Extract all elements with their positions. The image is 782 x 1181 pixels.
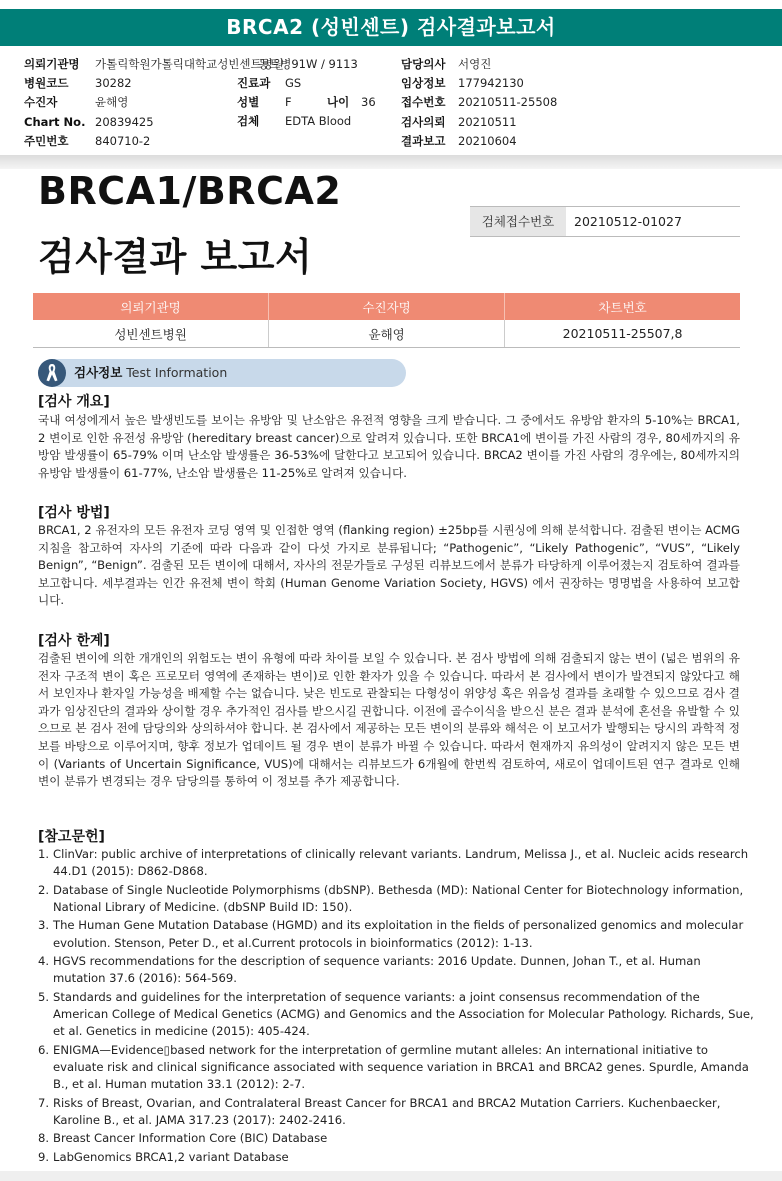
overview-heading: [검사 개요] — [38, 394, 110, 410]
method-text: BRCA1, 2 유전자의 모든 유전자 코딩 영역 및 인접한 영역 (flanking region) ±25bp를 시퀀싱에 의해 분석합니다. 검출된 변이는 ACMG 지침을 참고하여 자사의 기준에 따라 다음과 같이 다섯 가지로 분류됩니다; “Pathogenic”, “Likely Pathogenic”, “VUS”, “Likely Benign”, “Benign”. 검출된 모든 변이에 대해서, 자사의 전문가들로 구성된 리뷰보드에서 분류가 타당하게 이루어졌는지 검토하여 결과를 보고합니다. 세부결과는 인간 유전체 변이 학회 (Human Genome Variation Society, HGVS) 에서 권장하는 명명법을 사용하여 보고합니다. — [38, 523, 740, 608]
pill-label — [74, 359, 227, 387]
age-label: 나이 — [327, 95, 350, 109]
overview-text: 국내 여성에게서 높은 발생빈도를 보이는 유방암 및 난소암은 유전적 영향을 크게 받습니다. 그 중에서도 유방암 환자의 5-10%는 BRCA1, 2 변이로 인한 유전성 유방암 (hereditary breast cancer)으로 알려져 있습니다. 또한 BRCA1에 변이를 가진 사람의 경우, 80세까지의 유방암 발생률이 65-79% 이며 난소암 발생률은 36-53%에 달한다고 보고되어 있습니다. BRCA2 변이를 가진 사람의 경우에는, 80세까지의 유방암 발생률이 61-77%, 난소암 발생률은 11-25%로 알려져 있습니다. — [38, 413, 740, 480]
test-information-pill — [38, 359, 406, 387]
table-header-cell: 의뢰기관명 — [33, 293, 269, 320]
page-footer-strip — [0, 1171, 782, 1181]
reference-number: 4. — [38, 954, 50, 969]
patient-metadata — [0, 53, 782, 155]
hospital-code-value: 30282 — [95, 76, 132, 90]
reference-text: Breast Cancer Information Core (BIC) Database — [53, 1131, 328, 1146]
specimen-receipt-box — [470, 206, 740, 237]
age-value: 36 — [361, 95, 376, 109]
specimen-label: 검체 — [237, 114, 260, 128]
list-item — [38, 953, 754, 987]
reference-text: ENIGMA—Evidence▯based network for the interpretation of germline mutant alleles: An international initiative to evaluate risk and clinical significance associated with sequence variation in BRCA1 and BRCA2 genes. Spurdle, Amanda B., et al. Human mutation 33.1 (2012): 2-7. — [53, 1042, 749, 1092]
patient-label: 수진자 — [24, 95, 58, 109]
receipt-label: 검체접수번호 — [470, 207, 566, 236]
doctor-value: 서영진 — [458, 57, 492, 71]
limits-text: 검출된 변이에 의한 개개인의 위험도는 변이 유형에 따라 차이를 보일 수 있습니다. 본 검사 방법에 의해 검출되지 않는 변이 (넓은 범위의 유전자 구조적 변이 혹은 프로모터 영역에 존재하는 변이)로 인한 환자가 있을 수 있습니다. 따라서 본 검사에서 변이가 발견되지 않았다고 해서 보인자나 환자일 가능성을 배제할 수는 없습니다. 낮은 빈도로 관찰되는 다형성이 위양성 혹은 위음성 결과를 초래할 수 있으므로 검사 결과가 임상진단의 결과와 상이할 경우 추가적인 검사를 받으시길 권합니다. 이전에 골수이식을 받으신 분은 결과 분석에 혼선을 유발할 수 있으므로 본 검사 전에 담당의와 상의하셔야 합니다. 본 검사에서 제공하는 모든 변이의 분류와 해석은 이 보고서가 발행되는 당시의 과학적 정보를 바탕으로 이루어지며, 향후 정보가 업데이트 될 경우 변이 분류가 바뀔 수 있습니다. 따라서 현재까지 유의성이 알려지지 않은 모든 변이 (Variants of Uncertain Significance, VUS)에 대해서는 리뷰보드가 6개월에 한번씩 검토하여, 새로이 업데이트된 연구 결과로 인해 변이 분류가 변경되는 경우 담당의를 통하여 이 정보를 추가 제공합니다. — [38, 651, 740, 789]
references-heading: [참고문헌] — [38, 829, 105, 845]
specimen-value: EDTA Blood — [285, 114, 352, 128]
reference-text: ClinVar: public archive of interpretations of clinically relevant variants. Landrum, Melissa J., et al. Nucleic acids research 44.D1 (2015): D862-D868. — [53, 847, 749, 879]
report-title-korean: 검사결과 보고서 — [38, 235, 313, 279]
awareness-ribbon-icon — [38, 359, 66, 387]
institution-label: 의뢰기관명 — [24, 57, 80, 71]
list-item — [38, 882, 754, 916]
list-item — [38, 1149, 754, 1166]
department-value: GS — [285, 76, 302, 90]
institution-value: 가톨릭학원가톨릭대학교성빈센트병원 — [95, 57, 284, 71]
list-item — [38, 846, 754, 880]
reference-number: 5. — [38, 989, 50, 1004]
hospital-code-label: 병원코드 — [24, 76, 69, 90]
list-item — [38, 1042, 754, 1094]
ward-value: 동트병91W / 9113 — [258, 57, 358, 71]
request-date-label: 검사의뢰 — [401, 115, 446, 129]
header-divider — [0, 155, 782, 169]
table-cell: 20210511-25507,8 — [505, 320, 740, 348]
clinical-info-value: 177942130 — [458, 76, 524, 90]
chart-no-value: 20839425 — [95, 115, 154, 129]
report-title-genes: BRCA1/BRCA2 — [38, 169, 342, 213]
reference-text: LabGenomics BRCA1,2 variant Database — [53, 1149, 289, 1164]
list-item — [38, 1095, 754, 1129]
reference-text: The Human Gene Mutation Database (HGMD) and its exploitation in the fields of personalized genomics and molecular evolution. Stenson, Peter D., et al.Current protocols in bioinformatics (2012): 1-13. — [53, 918, 744, 950]
summary-table — [33, 293, 740, 348]
accession-value: 20210511-25508 — [458, 95, 558, 109]
list-item — [38, 989, 754, 1041]
report-header-title: BRCA2 (성빈센트) 검사결과보고서 — [0, 9, 782, 46]
table-cell: 성빈센트병원 — [33, 320, 269, 348]
report-date-label: 결과보고 — [401, 134, 446, 148]
request-date-value: 20210511 — [458, 115, 517, 129]
limits-heading: [검사 한계] — [38, 633, 110, 649]
reference-text: Standards and guidelines for the interpretation of sequence variants: a joint consensus recommendation of the American College of Medical Genetics (ACMG) and Genomics and the Association for Molecular Pathology. Richards, Sue, et al. Genetics in medicine (2015): 405-424. — [53, 989, 754, 1039]
accession-label: 접수번호 — [401, 95, 446, 109]
table-header-cell: 수진자명 — [269, 293, 505, 320]
patient-value: 윤해영 — [95, 95, 129, 109]
reference-number: 8. — [38, 1131, 50, 1146]
resident-no-label: 주민번호 — [24, 134, 69, 148]
references-list — [38, 846, 754, 1167]
reference-number: 3. — [38, 918, 50, 933]
reference-text: Database of Single Nucleotide Polymorphisms (dbSNP). Bethesda (MD): National Center for Biotechnology information, National Library of Medicine. (dbSNP Build ID: 150). — [53, 882, 744, 914]
clinical-info-label: 임상정보 — [401, 76, 446, 90]
table-cell: 윤해영 — [269, 320, 505, 348]
doctor-label: 담당의사 — [401, 57, 446, 71]
reference-number: 6. — [38, 1042, 50, 1057]
chart-no-label: Chart No. — [24, 115, 86, 129]
method-heading: [검사 방법] — [38, 505, 110, 521]
sex-label: 성별 — [237, 95, 260, 109]
reference-number: 9. — [38, 1149, 50, 1164]
report-date-value: 20210604 — [458, 134, 517, 148]
reference-number: 2. — [38, 882, 50, 897]
resident-no-value: 840710-2 — [95, 134, 151, 148]
list-item — [38, 917, 754, 951]
table-row — [33, 320, 740, 348]
department-label: 진료과 — [237, 76, 271, 90]
reference-number: 1. — [38, 847, 50, 861]
reference-number: 7. — [38, 1095, 50, 1110]
reference-text: Risks of Breast, Ovarian, and Contralateral Breast Cancer for BRCA1 and BRCA2 Mutation Carriers. Kuchenbaecker, Karoline B., et al. JAMA 317.23 (2017): 2402-2416. — [53, 1095, 721, 1127]
list-item — [38, 1130, 754, 1147]
sex-value: F — [285, 95, 292, 109]
pill-label-en: Test Information — [126, 365, 228, 380]
table-header-row — [33, 293, 740, 320]
table-header-cell: 차트번호 — [505, 293, 740, 320]
reference-text: HGVS recommendations for the description of sequence variants: 2016 Update. Dunnen, Johan T., et al. Human mutation 37.6 (2016): 564-569. — [53, 954, 701, 986]
receipt-value: 20210512-01027 — [574, 214, 682, 229]
pill-label-ko: 검사정보 — [74, 365, 123, 380]
